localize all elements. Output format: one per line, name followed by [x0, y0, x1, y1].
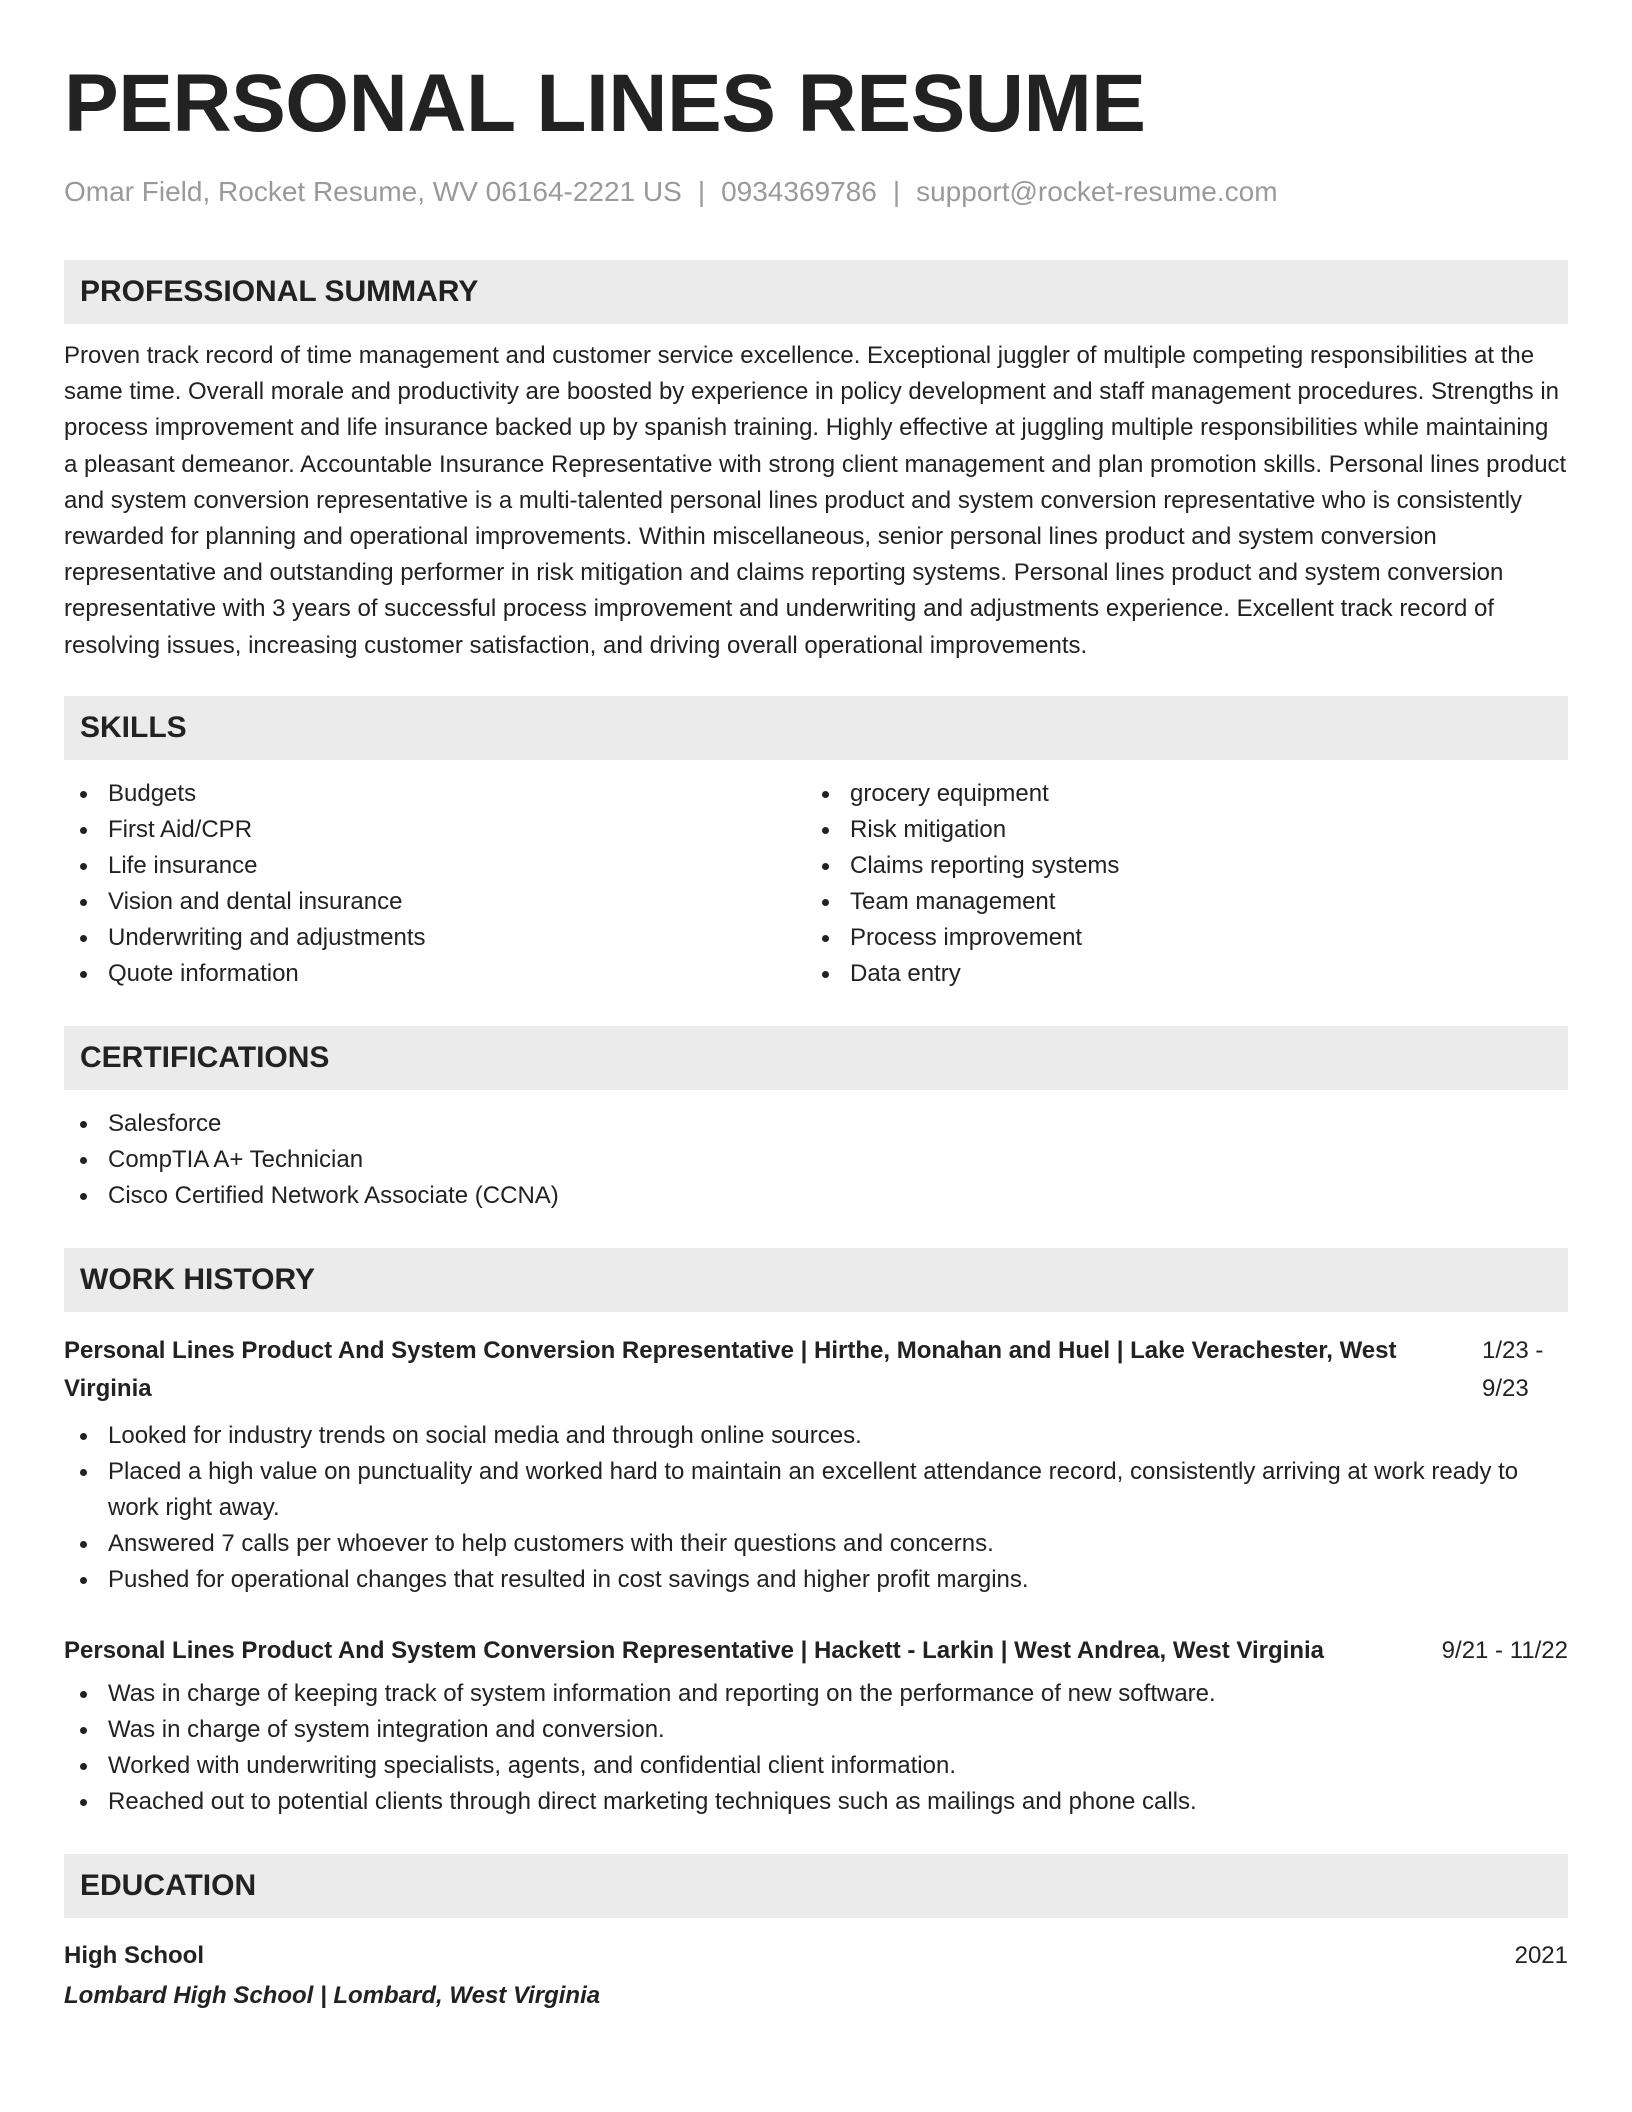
skill-item: Budgets	[64, 776, 806, 812]
skill-item: Vision and dental insurance	[64, 884, 806, 920]
skill-item: Risk mitigation	[806, 812, 1548, 848]
summary-heading: PROFESSIONAL SUMMARY	[64, 260, 1568, 324]
education-school: Lombard High School | Lombard, West Virginia	[64, 1981, 601, 2009]
job-bullets	[64, 1676, 1568, 1820]
job-header	[64, 1632, 1568, 1670]
education-heading: EDUCATION	[64, 1854, 1568, 1918]
education-entry	[64, 1936, 1568, 2016]
education-degree: High School	[64, 1941, 204, 1969]
skill-item: Claims reporting systems	[806, 848, 1548, 884]
education-year: 2021	[1514, 1941, 1568, 1969]
job-entry	[64, 1332, 1568, 1598]
job-dates: 1/23 - 9/23	[1482, 1336, 1544, 1402]
skill-item: Underwriting and adjustments	[64, 920, 806, 956]
skill-item: Data entry	[806, 956, 1548, 992]
skill-item: Process improvement	[806, 920, 1548, 956]
certification-item: Cisco Certified Network Associate (CCNA)	[64, 1178, 1568, 1214]
contact-line	[64, 174, 1568, 210]
skill-item: First Aid/CPR	[64, 812, 806, 848]
job-bullet: Placed a high value on punctuality and worked hard to maintain an excellent attendance record, consistently arriving at work ready to work right away.	[64, 1454, 1568, 1526]
job-bullet: Looked for industry trends on social media and through online sources.	[64, 1418, 1568, 1454]
job-title: Personal Lines Product And System Conversion Representative | Hirthe, Monahan and Huel | Lake Verachester, West Virginia	[64, 1336, 1397, 1402]
job-bullet: Worked with underwriting specialists, agents, and confidential client information.	[64, 1748, 1568, 1784]
job-bullet: Answered 7 calls per whoever to help customers with their questions and concerns.	[64, 1526, 1568, 1562]
contact-email: support@rocket-resume.com	[916, 176, 1278, 207]
resume-page	[64, 0, 1568, 2016]
education-row	[64, 1936, 1568, 1976]
certifications-list	[64, 1106, 1568, 1214]
certification-item: Salesforce	[64, 1106, 1568, 1142]
skills-list-right	[806, 776, 1548, 992]
job-bullets	[64, 1418, 1568, 1598]
job-bullet: Reached out to potential clients through direct marketing techniques such as mailings and phone calls.	[64, 1784, 1568, 1820]
job-bullet: Was in charge of keeping track of system information and reporting on the performance of new software.	[64, 1676, 1568, 1712]
resume-title: PERSONAL LINES RESUME	[64, 58, 1146, 149]
skill-item: Life insurance	[64, 848, 806, 884]
contact-separator: |	[697, 176, 706, 207]
skill-item: Quote information	[64, 956, 806, 992]
certification-item: CompTIA A+ Technician	[64, 1142, 1568, 1178]
contact-address: Omar Field, Rocket Resume, WV 06164-2221 US	[64, 176, 682, 207]
job-title: Personal Lines Product And System Conversion Representative | Hackett - Larkin | West Andrea, West Virginia	[64, 1636, 1325, 1664]
contact-phone: 0934369786	[721, 176, 877, 207]
skills-list-left	[64, 776, 806, 992]
job-header	[64, 1332, 1568, 1408]
skill-item: grocery equipment	[806, 776, 1548, 812]
certifications-heading: CERTIFICATIONS	[64, 1026, 1568, 1090]
summary-text: Proven track record of time management and customer service excellence. Exceptional juggler of multiple competing responsibilities at the same time. Overall morale and productivity are boosted by experience in policy development and staff management procedures. Strengths in process improvement and life insurance backed up by spanish training. Highly effective at juggling multiple responsibilities while maintaining a pleasant demeanor. Accountable Insurance Representative with strong client management and plan promotion skills. Personal lines product and system conversion representative is a multi-talented personal lines product and system conversion representative who is consistently rewarded for planning and operational improvements. Within miscellaneous, senior personal lines product and system conversion representative and outstanding performer in risk mitigation and claims reporting systems. Personal lines product and system conversion representative with 3 years of successful process improvement and underwriting and adjustments experience. Excellent track record of resolving issues, increasing customer satisfaction, and driving overall operational improvements.	[64, 342, 1567, 659]
job-dates: 9/21 - 11/22	[1441, 1636, 1568, 1664]
job-entry	[64, 1632, 1568, 1820]
skills-columns	[64, 776, 1568, 992]
skill-item: Team management	[806, 884, 1548, 920]
skills-heading: SKILLS	[64, 696, 1568, 760]
work-history-heading: WORK HISTORY	[64, 1248, 1568, 1312]
contact-separator: |	[892, 176, 901, 207]
job-bullet: Pushed for operational changes that resulted in cost savings and higher profit margins.	[64, 1562, 1568, 1598]
job-bullet: Was in charge of system integration and conversion.	[64, 1712, 1568, 1748]
